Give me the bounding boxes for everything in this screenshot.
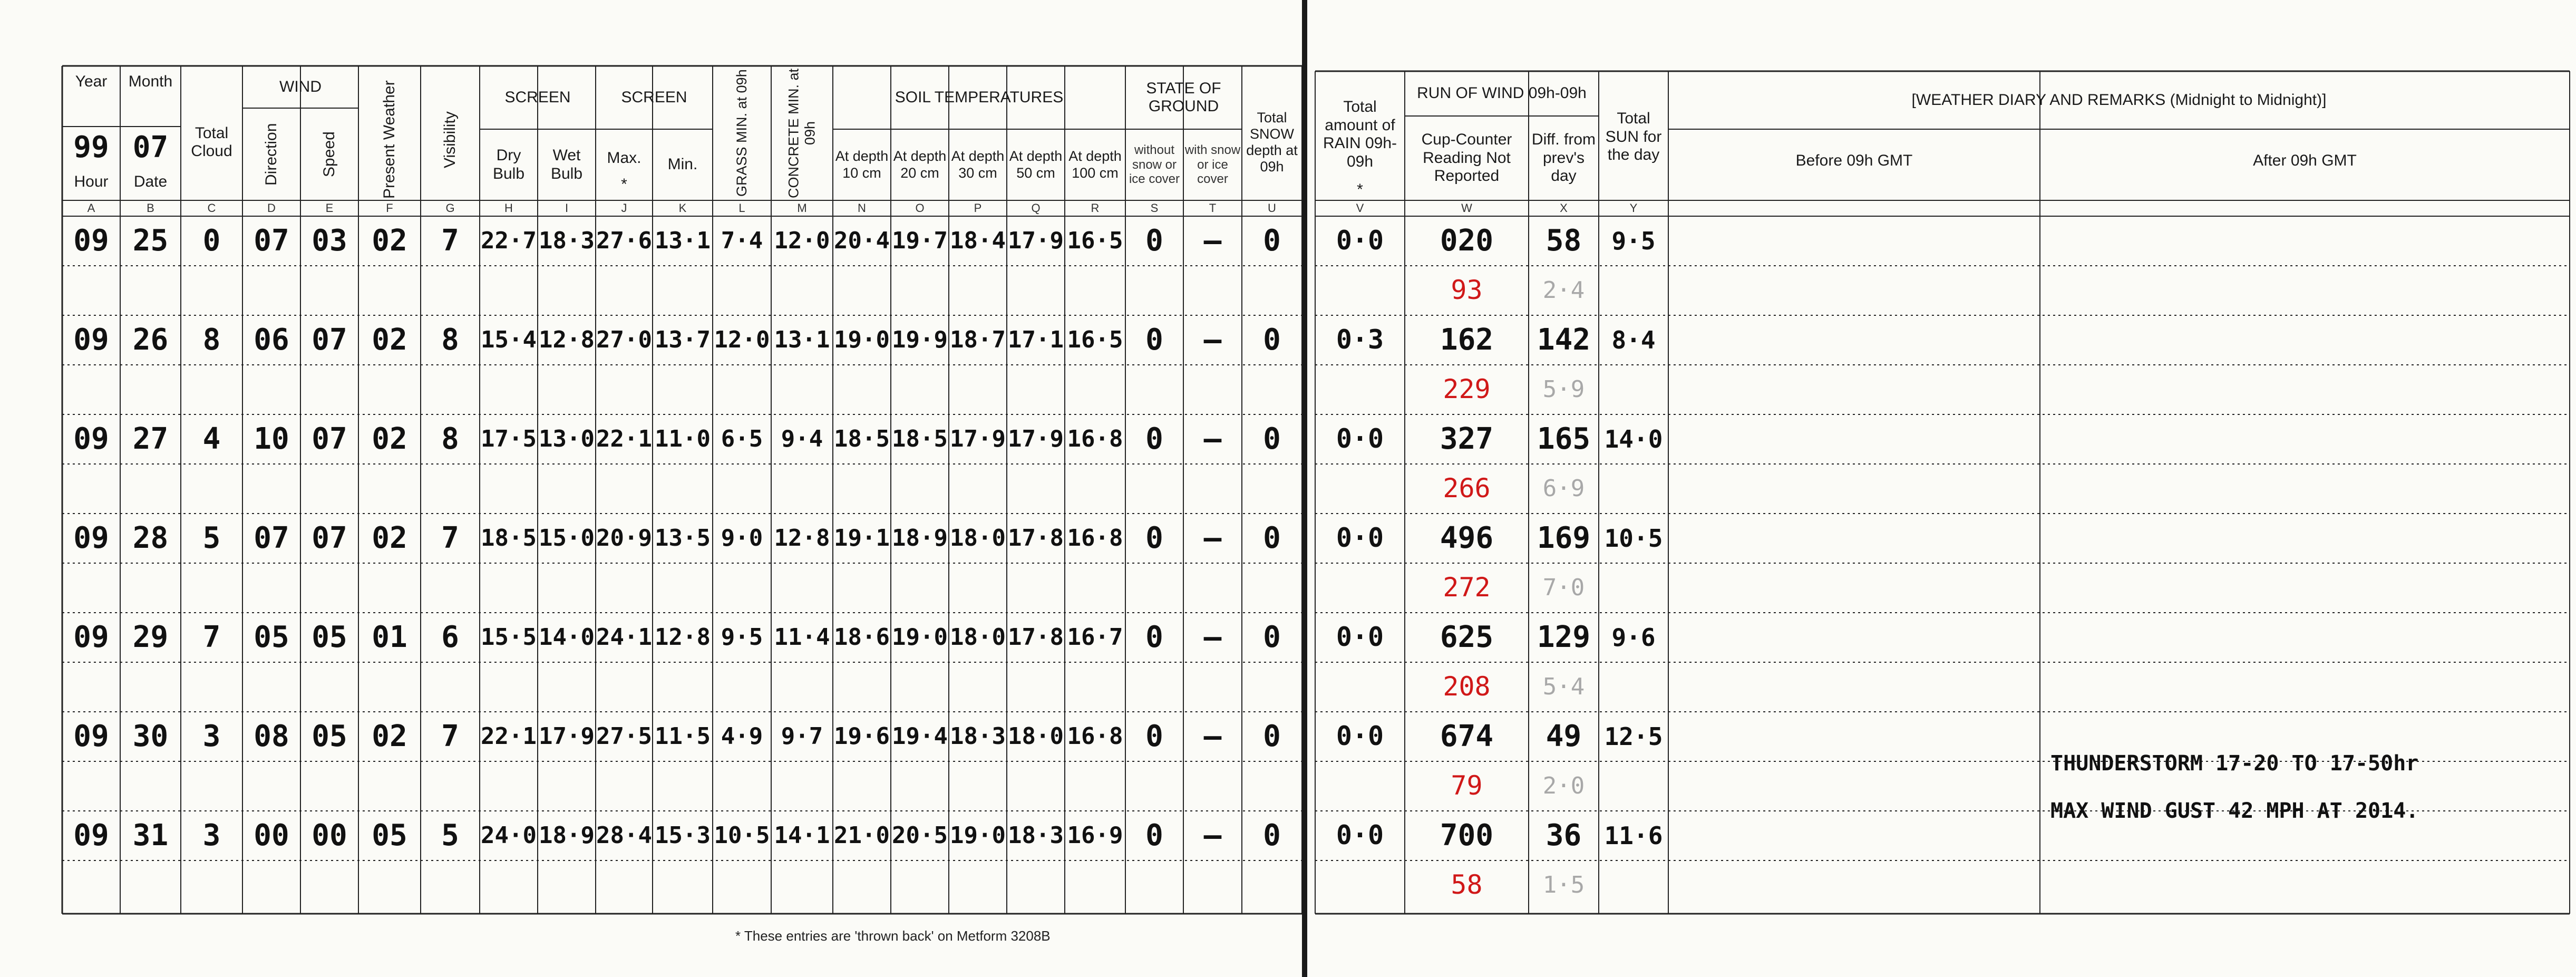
cell-grey-annotation: 6·9 [1542, 475, 1585, 502]
wind-header: WIND [279, 78, 322, 95]
soil-temperatures-header: SOIL TEMPERATURES [895, 88, 1064, 106]
year-header: Year [75, 72, 108, 90]
cell-dry: 22·1 [481, 722, 537, 750]
cell-cloud: 3 [202, 719, 221, 753]
cell-wet: 13·0 [539, 425, 595, 452]
cell-cup-counter: 162 [1440, 322, 1494, 357]
cell-wet: 12·8 [539, 326, 595, 353]
column-letter-l: L [738, 201, 745, 215]
soil-20cm-header: At depth 20 cm [893, 148, 947, 181]
cell-dir: 07 [254, 223, 289, 258]
cell-hour: 09 [73, 223, 109, 258]
cell-with: – [1203, 620, 1222, 654]
cell-s100: 16·9 [1067, 821, 1123, 849]
cell-dry: 17·5 [481, 425, 537, 452]
column-letter-u: U [1268, 201, 1276, 215]
cell-s50: 18·3 [1008, 821, 1064, 849]
cell-vis: 7 [441, 719, 459, 753]
cell-grey-annotation: 2·4 [1542, 276, 1585, 304]
cell-s10: 21·0 [834, 821, 890, 849]
column-letter-v: V [1356, 201, 1364, 215]
month-header: Month [128, 72, 173, 90]
cell-rain: 0·0 [1336, 820, 1384, 851]
run-of-wind-header: RUN OF WIND 09h-09h [1417, 84, 1587, 102]
cell-grey-annotation: 5·4 [1542, 673, 1585, 700]
cell-hour: 09 [73, 520, 109, 555]
cell-grey-annotation: 1·5 [1542, 871, 1585, 898]
cell-s30: 18·4 [950, 227, 1006, 254]
cell-rain: 0·0 [1336, 423, 1384, 454]
cell-sun: 8·4 [1611, 325, 1656, 354]
rain-star: * [1357, 180, 1363, 198]
cell-cloud: 7 [202, 620, 221, 654]
cell-without: 0 [1145, 520, 1163, 555]
cell-rain: 0·0 [1336, 622, 1384, 653]
book-spine [1302, 0, 1307, 977]
column-letter-q: Q [1031, 201, 1041, 215]
column-letter-w: W [1461, 201, 1472, 215]
footnote: * These entries are 'thrown back' on Metform 3208B [735, 928, 1051, 944]
cell-red-annotation: 58 [1451, 869, 1483, 901]
cell-dir: 08 [254, 719, 289, 753]
state-of-ground-header: STATE OF GROUND [1146, 79, 1221, 115]
cell-vis: 7 [441, 223, 459, 258]
total-snow-header: Total SNOW depth at 09h [1246, 109, 1298, 175]
cell-with: – [1203, 818, 1222, 853]
cell-dry: 18·5 [481, 524, 537, 552]
max-star: * [621, 175, 627, 193]
cell-speed: 05 [312, 620, 347, 654]
cell-pw: 05 [372, 818, 407, 853]
month-value: 07 [132, 130, 169, 165]
cell-s20: 19·4 [892, 722, 948, 750]
speed-header: Speed [320, 131, 338, 177]
column-letter-e: E [325, 201, 334, 215]
cell-cloud: 5 [202, 520, 221, 555]
cell-diff: 49 [1545, 719, 1582, 753]
cell-speed: 05 [312, 719, 347, 753]
after-09h-header: After 09h GMT [2253, 151, 2357, 169]
cell-grass: 9·0 [721, 524, 763, 552]
cell-without: 0 [1145, 223, 1163, 258]
cell-cup-counter: 625 [1440, 620, 1494, 654]
column-letter-c: C [207, 201, 216, 215]
cell-speed: 07 [312, 520, 347, 555]
cell-concrete: 14·1 [774, 821, 830, 849]
max-header: Max. [607, 149, 641, 167]
column-letter-h: H [504, 201, 513, 215]
cell-pw: 02 [372, 520, 407, 555]
cell-diff: 165 [1537, 421, 1591, 456]
column-letter-r: R [1091, 201, 1100, 215]
grass-min-header: GRASS MIN. at 09h [733, 69, 750, 197]
cell-dir: 10 [254, 421, 289, 456]
cell-s20: 18·9 [892, 524, 948, 552]
column-letter-g: G [445, 201, 455, 215]
column-letter-t: T [1209, 201, 1217, 215]
cell-snow: 0 [1263, 520, 1281, 555]
cell-pw: 02 [372, 421, 407, 456]
cell-snow: 0 [1263, 421, 1281, 456]
cell-dir: 06 [254, 322, 289, 357]
cell-with: – [1203, 520, 1222, 555]
column-letter-o: O [915, 201, 925, 215]
cell-red-annotation: 229 [1443, 374, 1491, 405]
cell-dry: 15·4 [481, 326, 537, 353]
cell-min: 12·8 [655, 623, 711, 651]
cell-s100: 16·5 [1067, 326, 1123, 353]
cell-concrete: 12·0 [774, 227, 830, 254]
cell-sun: 14·0 [1604, 424, 1663, 453]
cell-rain: 0·0 [1336, 225, 1384, 256]
cell-max: 28·4 [596, 821, 652, 849]
column-letter-d: D [267, 201, 276, 215]
wet-bulb-header: Wet Bulb [550, 147, 583, 182]
cell-min: 11·5 [655, 722, 711, 750]
cell-wet: 18·3 [539, 227, 595, 254]
cell-s10: 20·4 [834, 227, 890, 254]
cell-pw: 02 [372, 719, 407, 753]
concrete-min-header: CONCRETE MIN. at 09h [785, 68, 818, 198]
column-letter-n: N [858, 201, 866, 215]
cell-dir: 00 [254, 818, 289, 853]
cell-without: 0 [1145, 620, 1163, 654]
cell-grass: 7·4 [721, 227, 763, 254]
cell-hour: 09 [73, 818, 109, 853]
cell-cup-counter: 674 [1440, 719, 1494, 753]
column-letter-m: M [797, 201, 807, 215]
cell-snow: 0 [1263, 620, 1281, 654]
cell-date: 28 [132, 520, 169, 555]
cell-cup-counter: 700 [1440, 818, 1494, 853]
cell-diff: 58 [1545, 223, 1582, 258]
cell-s20: 20·5 [892, 821, 948, 849]
cell-max: 20·9 [596, 524, 652, 552]
cell-max: 27·5 [596, 722, 652, 750]
cell-s20: 19·0 [892, 623, 948, 651]
total-sun-header: Total SUN for the day [1605, 110, 1662, 164]
cell-vis: 8 [441, 421, 459, 456]
cell-s30: 17·9 [950, 425, 1006, 452]
cell-cloud: 4 [202, 421, 221, 456]
cell-s50: 17·1 [1008, 326, 1064, 353]
cell-wet: 17·9 [539, 722, 595, 750]
cell-with: – [1203, 421, 1222, 456]
cell-concrete: 13·1 [774, 326, 830, 353]
cell-pw: 02 [372, 223, 407, 258]
cell-s30: 18·0 [950, 623, 1006, 651]
column-letter-b: B [147, 201, 154, 215]
cell-snow: 0 [1263, 322, 1281, 357]
cell-red-annotation: 79 [1451, 770, 1483, 801]
cell-concrete: 12·8 [774, 524, 830, 552]
cell-s50: 17·9 [1008, 425, 1064, 452]
cell-s30: 18·3 [950, 722, 1006, 750]
cell-concrete: 9·4 [781, 425, 823, 452]
direction-header: Direction [262, 123, 280, 186]
cell-min: 15·3 [655, 821, 711, 849]
date-header: Date [133, 172, 168, 190]
cell-s20: 18·5 [892, 425, 948, 452]
cell-s100: 16·8 [1067, 425, 1123, 452]
cell-vis: 7 [441, 520, 459, 555]
cell-with: – [1203, 223, 1222, 258]
cell-snow: 0 [1263, 818, 1281, 853]
cell-red-annotation: 272 [1443, 572, 1491, 603]
cell-hour: 09 [73, 322, 109, 357]
cell-with: – [1203, 719, 1222, 753]
cell-date: 25 [132, 223, 169, 258]
cell-cup-counter: 327 [1440, 421, 1494, 456]
cell-sun: 11·6 [1604, 821, 1663, 850]
cell-red-annotation: 93 [1451, 275, 1483, 306]
cell-diff: 142 [1537, 322, 1591, 357]
cell-dir: 07 [254, 520, 289, 555]
cell-min: 13·1 [655, 227, 711, 254]
cup-counter-header: Cup-Counter Reading Not Reported [1421, 131, 1512, 185]
cell-grass: 12·0 [714, 326, 770, 353]
cell-s10: 19·6 [834, 722, 890, 750]
cell-s100: 16·8 [1067, 722, 1123, 750]
cell-min: 11·0 [655, 425, 711, 452]
cell-without: 0 [1145, 322, 1163, 357]
cell-max: 22·1 [596, 425, 652, 452]
cell-s20: 19·9 [892, 326, 948, 353]
cell-s20: 19·7 [892, 227, 948, 254]
column-letter-k: K [678, 201, 687, 215]
cell-without: 0 [1145, 818, 1163, 853]
cell-sun: 10·5 [1604, 524, 1663, 553]
column-letter-s: S [1150, 201, 1159, 215]
cell-s50: 17·8 [1008, 524, 1064, 552]
cell-date: 31 [132, 818, 169, 853]
cell-pw: 02 [372, 322, 407, 357]
before-09h-header: Before 09h GMT [1795, 151, 1913, 169]
cell-wet: 15·0 [539, 524, 595, 552]
remark-line-2: MAX WIND GUST 42 MPH AT 2014. [2050, 799, 2419, 823]
diff-header: Diff. from prev's day [1531, 131, 1596, 185]
column-letter-f: F [386, 201, 393, 215]
cell-s100: 16·5 [1067, 227, 1123, 254]
cell-speed: 03 [312, 223, 347, 258]
cell-vis: 5 [441, 818, 459, 853]
cell-diff: 129 [1537, 620, 1591, 654]
cell-dry: 15·5 [481, 623, 537, 651]
cell-concrete: 9·7 [781, 722, 823, 750]
cell-s100: 16·8 [1067, 524, 1123, 552]
without-snow-header: without snow or ice cover [1129, 143, 1180, 187]
total-rain-header: Total amount of RAIN 09h-09h [1323, 98, 1397, 170]
cell-vis: 8 [441, 322, 459, 357]
cell-max: 27·0 [596, 326, 652, 353]
with-snow-header: with snow or ice cover [1184, 143, 1241, 187]
screen1-header: SCREEN [504, 88, 571, 106]
cell-grass: 9·5 [721, 623, 763, 651]
cell-speed: 07 [312, 421, 347, 456]
cell-date: 29 [132, 620, 169, 654]
cell-hour: 09 [73, 719, 109, 753]
column-letter-p: P [974, 201, 982, 215]
cell-diff: 169 [1537, 520, 1591, 555]
cell-cloud: 3 [202, 818, 221, 853]
cell-grey-annotation: 5·9 [1542, 375, 1585, 403]
cell-pw: 01 [372, 620, 407, 654]
cell-s10: 18·6 [834, 623, 890, 651]
cell-vis: 6 [441, 620, 459, 654]
column-letter-x: X [1560, 201, 1568, 215]
total-cloud-header: Total Cloud [191, 124, 232, 160]
cell-sun: 9·5 [1611, 226, 1656, 255]
cell-date: 26 [132, 322, 169, 357]
cell-speed: 00 [312, 818, 347, 853]
cell-s30: 18·0 [950, 524, 1006, 552]
cell-cup-counter: 020 [1440, 223, 1494, 258]
cell-diff: 36 [1545, 818, 1582, 853]
cell-red-annotation: 208 [1443, 671, 1491, 702]
cell-grass: 4·9 [721, 722, 763, 750]
cell-s30: 19·0 [950, 821, 1006, 849]
weather-diary-header: [WEATHER DIARY AND REMARKS (Midnight to Midnight)] [1911, 91, 2327, 109]
visibility-header: Visibility [441, 111, 459, 168]
dry-bulb-header: Dry Bulb [492, 147, 525, 182]
cell-without: 0 [1145, 421, 1163, 456]
cell-grass: 10·5 [714, 821, 770, 849]
screen2-header: SCREEN [621, 88, 687, 106]
cell-sun: 9·6 [1611, 623, 1656, 652]
column-letter-i: I [565, 201, 569, 215]
cell-s10: 19·1 [834, 524, 890, 552]
present-weather-header: Present Weather [380, 80, 398, 199]
cell-rain: 0·0 [1336, 721, 1384, 752]
cell-cup-counter: 496 [1440, 520, 1494, 555]
soil-50cm-header: At depth 50 cm [1009, 148, 1063, 181]
cell-date: 30 [132, 719, 169, 753]
cell-s30: 18·7 [950, 326, 1006, 353]
remark-line-1: THUNDERSTORM 17-20 TO 17-50hr [2050, 751, 2419, 776]
cell-max: 27·6 [596, 227, 652, 254]
cell-s10: 19·0 [834, 326, 890, 353]
cell-rain: 0·3 [1336, 324, 1384, 355]
min-header: Min. [667, 156, 698, 173]
cell-dry: 24·0 [481, 821, 537, 849]
right-page [1307, 0, 2576, 977]
cell-with: – [1203, 322, 1222, 357]
cell-s50: 17·9 [1008, 227, 1064, 254]
cell-dir: 05 [254, 620, 289, 654]
soil-10cm-header: At depth 10 cm [835, 148, 889, 181]
cell-s50: 17·8 [1008, 623, 1064, 651]
cell-date: 27 [132, 421, 169, 456]
cell-wet: 18·9 [539, 821, 595, 849]
cell-max: 24·1 [596, 623, 652, 651]
column-letter-y: Y [1629, 201, 1638, 215]
cell-cloud: 0 [202, 223, 221, 258]
cell-wet: 14·0 [539, 623, 595, 651]
cell-without: 0 [1145, 719, 1163, 753]
cell-snow: 0 [1263, 223, 1281, 258]
column-letter-j: J [621, 201, 627, 215]
cell-hour: 09 [73, 620, 109, 654]
year-value: 99 [73, 130, 109, 165]
cell-s50: 18·0 [1008, 722, 1064, 750]
cell-rain: 0·0 [1336, 523, 1384, 554]
column-letter-a: A [87, 201, 95, 215]
cell-concrete: 11·4 [774, 623, 830, 651]
cell-sun: 12·5 [1604, 722, 1663, 751]
soil-100cm-header: At depth 100 cm [1068, 148, 1122, 181]
cell-grass: 6·5 [721, 425, 763, 452]
cell-cloud: 8 [202, 322, 221, 357]
cell-red-annotation: 266 [1443, 473, 1491, 504]
soil-30cm-header: At depth 30 cm [951, 148, 1005, 181]
cell-grey-annotation: 7·0 [1542, 574, 1585, 601]
cell-hour: 09 [73, 421, 109, 456]
cell-speed: 07 [312, 322, 347, 357]
cell-s100: 16·7 [1067, 623, 1123, 651]
cell-dry: 22·7 [481, 227, 537, 254]
hour-header: Hour [74, 172, 109, 190]
cell-min: 13·7 [655, 326, 711, 353]
cell-min: 13·5 [655, 524, 711, 552]
cell-s10: 18·5 [834, 425, 890, 452]
cell-grey-annotation: 2·0 [1542, 772, 1585, 799]
cell-snow: 0 [1263, 719, 1281, 753]
